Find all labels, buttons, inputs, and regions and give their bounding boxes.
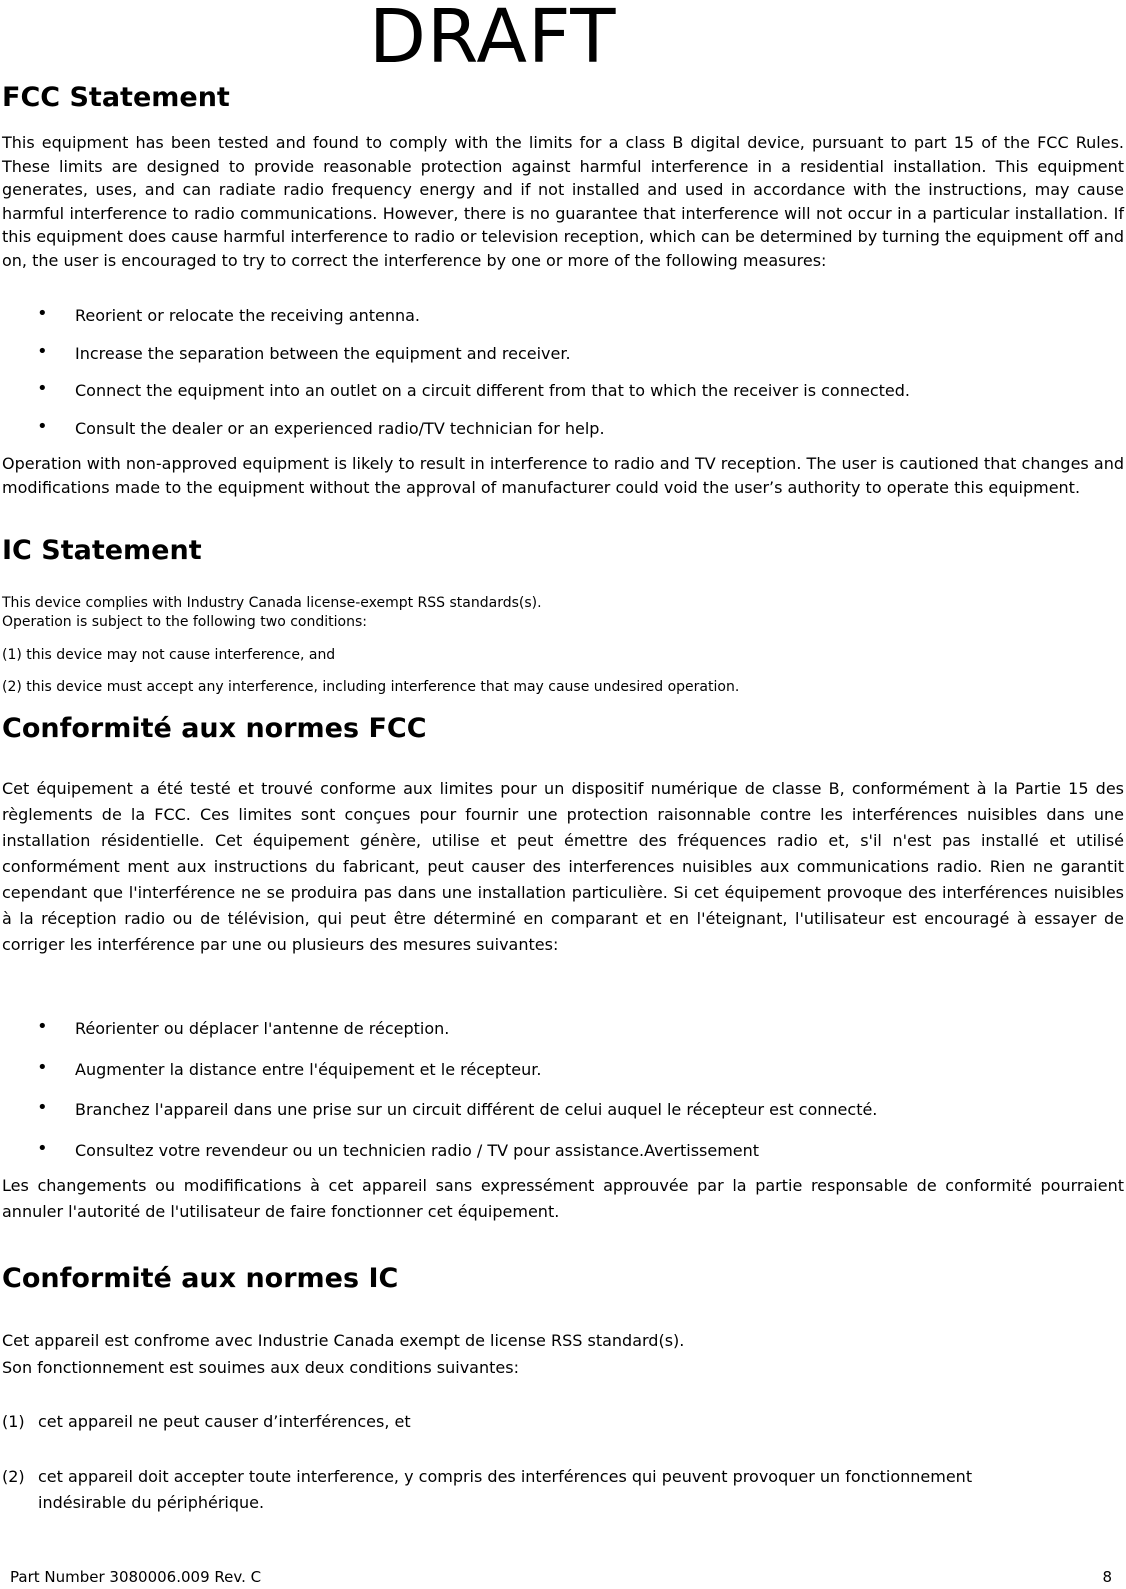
bullet-icon: • [37,1138,48,1159]
condition-text: cet appareil doit accepter toute interference, y compris des interférences qui peuvent provoquer un fonctionnement indésirable du périphérique. [38,1467,973,1512]
list-item-text: Augmenter la distance entre l'équipement et le récepteur. [75,1060,542,1079]
bullet-icon: • [37,303,48,324]
fcc-warning-paragraph: Operation with non-approved equipment is likely to result in interference to radio and TV reception. The user is cautioned that changes and modifications made to the equipment without the approval of manufacturer could void the user’s authority to operate this equipment. [2,454,1124,497]
list-item-text: Connect the equipment into an outlet on a circuit different from that to which the receiver is connected. [75,381,910,400]
part-number: Part Number 3080006.009 Rev. C [10,1568,262,1586]
condition-text: cet appareil ne peut causer d’interférences, et [38,1412,411,1431]
condition-number: (1) [2,1412,25,1431]
ic-heading: IC Statement [2,535,202,566]
fcc-heading: FCC Statement [2,82,230,113]
fcc-fr-warning-paragraph: Les changements ou modififications à cet appareil sans expressément approuvée par la partie responsable de conformité pourraient annuler l'autorité de l'utilisateur de faire fonctionner cet équipement. [2,1176,1124,1221]
ic-compliance-line: This device complies with Industry Canada license-exempt RSS standards(s). [2,595,542,611]
page-number: 8 [1102,1568,1112,1586]
ic-fr-conditions-intro: Son fonctionnement est souimes aux deux conditions suivantes: [2,1358,519,1377]
condition-number: (2) [2,1467,25,1486]
ic-condition-1: (1) this device may not cause interference, and [2,647,336,663]
bullet-icon: • [37,341,48,362]
list-item-text: Branchez l'appareil dans une prise sur un circuit différent de celui auquel le récepteur est connecté. [75,1100,878,1119]
fcc-fr-heading: Conformité aux normes FCC [2,713,427,744]
fcc-intro-paragraph: This equipment has been tested and found to comply with the limits for a class B digital device, pursuant to part 15 of the FCC Rules. These limits are designed to provide reasonable protection against harmful interference in a residential installation. This equipment generates, uses, and can radiate radio frequency energy and if not installed and used in accordance with the instructions, may cause harmful interference to radio communications. However, there is no guarantee that interference will not occur in a particular installation. If this equipment does cause harmful interference to radio or television reception, which can be determined by turning the equipment off and on, the user is encouraged to try to correct the interference by one or more of the following measures: [2,133,1124,270]
bullet-icon: • [37,1097,48,1118]
list-item-text: Reorient or relocate the receiving antenna. [75,306,420,325]
fcc-fr-intro-paragraph: Cet équipement a été testé et trouvé conforme aux limites pour un dispositif numérique de classe B, conformément à la Partie 15 des règlements de la FCC. Ces limites sont conçues pour fournir une protection raisonnable contre les interférences nuisibles dans une installation résidentielle. Cet équipement génère, utilise et peut émettre des fréquences radio et, s'il n'est pas installé et utilisé conformément ment aux instructions du fabricant, peut causer des interferences nuisibles aux communications radio. Rien ne garantit cependant que l'interférence ne se produira pas dans une installation particulière. Si cet équipement provoque des interférences nuisibles à la réception radio ou de télévision, qui peut être déterminé en comparant et en l'éteignant, l'utilisateur est encouragé à essayer de corriger les interférence par une ou plusieurs des mesures suivantes: [2,779,1124,954]
draft-watermark: DRAFT [369,0,617,80]
bullet-icon: • [37,1016,48,1037]
bullet-icon: • [37,416,48,437]
bullet-icon: • [37,1057,48,1078]
bullet-icon: • [37,378,48,399]
ic-fr-heading: Conformité aux normes IC [2,1263,399,1294]
list-item-text: Increase the separation between the equipment and receiver. [75,344,571,363]
list-item-text: Consult the dealer or an experienced radio/TV technician for help. [75,419,605,438]
ic-conditions-intro: Operation is subject to the following two conditions: [2,614,367,630]
ic-condition-2: (2) this device must accept any interference, including interference that may cause undesired operation. [2,679,740,695]
list-item-text: Consultez votre revendeur ou un technicien radio / TV pour assistance.Avertissement [75,1141,760,1160]
ic-fr-compliance-line: Cet appareil est confrome avec Industrie Canada exempt de license RSS standard(s). [2,1331,685,1350]
list-item-text: Réorienter ou déplacer l'antenne de réception. [75,1019,450,1038]
